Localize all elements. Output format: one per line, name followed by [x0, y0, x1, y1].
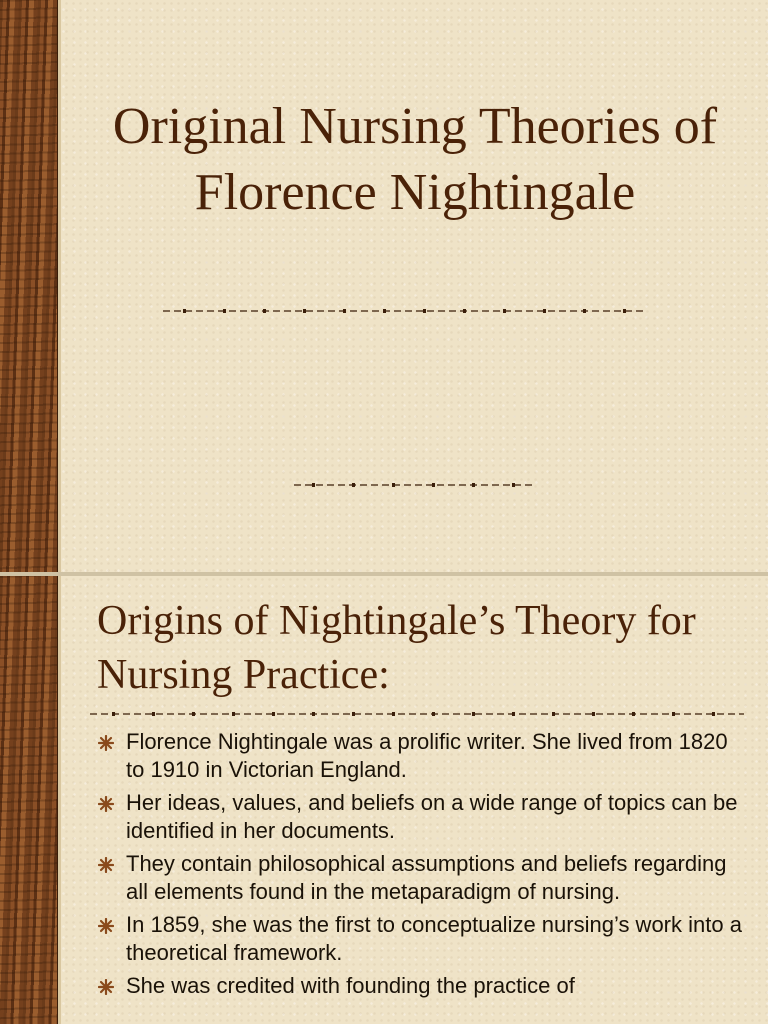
wood-border: [0, 0, 57, 572]
wood-border: [0, 576, 57, 1024]
asterisk-star-icon: [98, 857, 114, 873]
bullet-text: Her ideas, values, and beliefs on a wide range of topics can be identified in her documents.: [126, 790, 738, 843]
wood-border-edge: [57, 576, 61, 1024]
dotted-divider-bottom: [294, 481, 536, 489]
bullet-text: She was credited with founding the practice of: [126, 973, 575, 998]
list-item: [98, 972, 748, 1000]
slide-content-heading: Origins of Nightingale’s Theory for Nursing Practice:: [97, 598, 696, 698]
wood-border-edge: [57, 0, 61, 572]
bullet-list: [98, 728, 748, 1005]
asterisk-star-icon: [98, 918, 114, 934]
dotted-divider-content: [90, 710, 744, 718]
list-item: [98, 789, 748, 845]
list-item: [98, 911, 748, 967]
asterisk-star-icon: [98, 796, 114, 812]
slide-title-heading: Original Nursing Theories of Florence Nightingale: [112, 98, 718, 221]
asterisk-star-icon: [98, 735, 114, 751]
dotted-divider-top: [163, 307, 647, 315]
bullet-text: They contain philosophical assumptions and beliefs regarding all elements found in the metaparadigm of nursing.: [126, 851, 727, 904]
list-item: [98, 850, 748, 906]
asterisk-star-icon: [98, 979, 114, 995]
list-item: [98, 728, 748, 784]
bullet-text: Florence Nightingale was a prolific writer. She lived from 1820 to 1910 in Victorian England.: [126, 729, 728, 782]
bullet-text: In 1859, she was the first to conceptualize nursing’s work into a theoretical framework.: [126, 912, 742, 965]
